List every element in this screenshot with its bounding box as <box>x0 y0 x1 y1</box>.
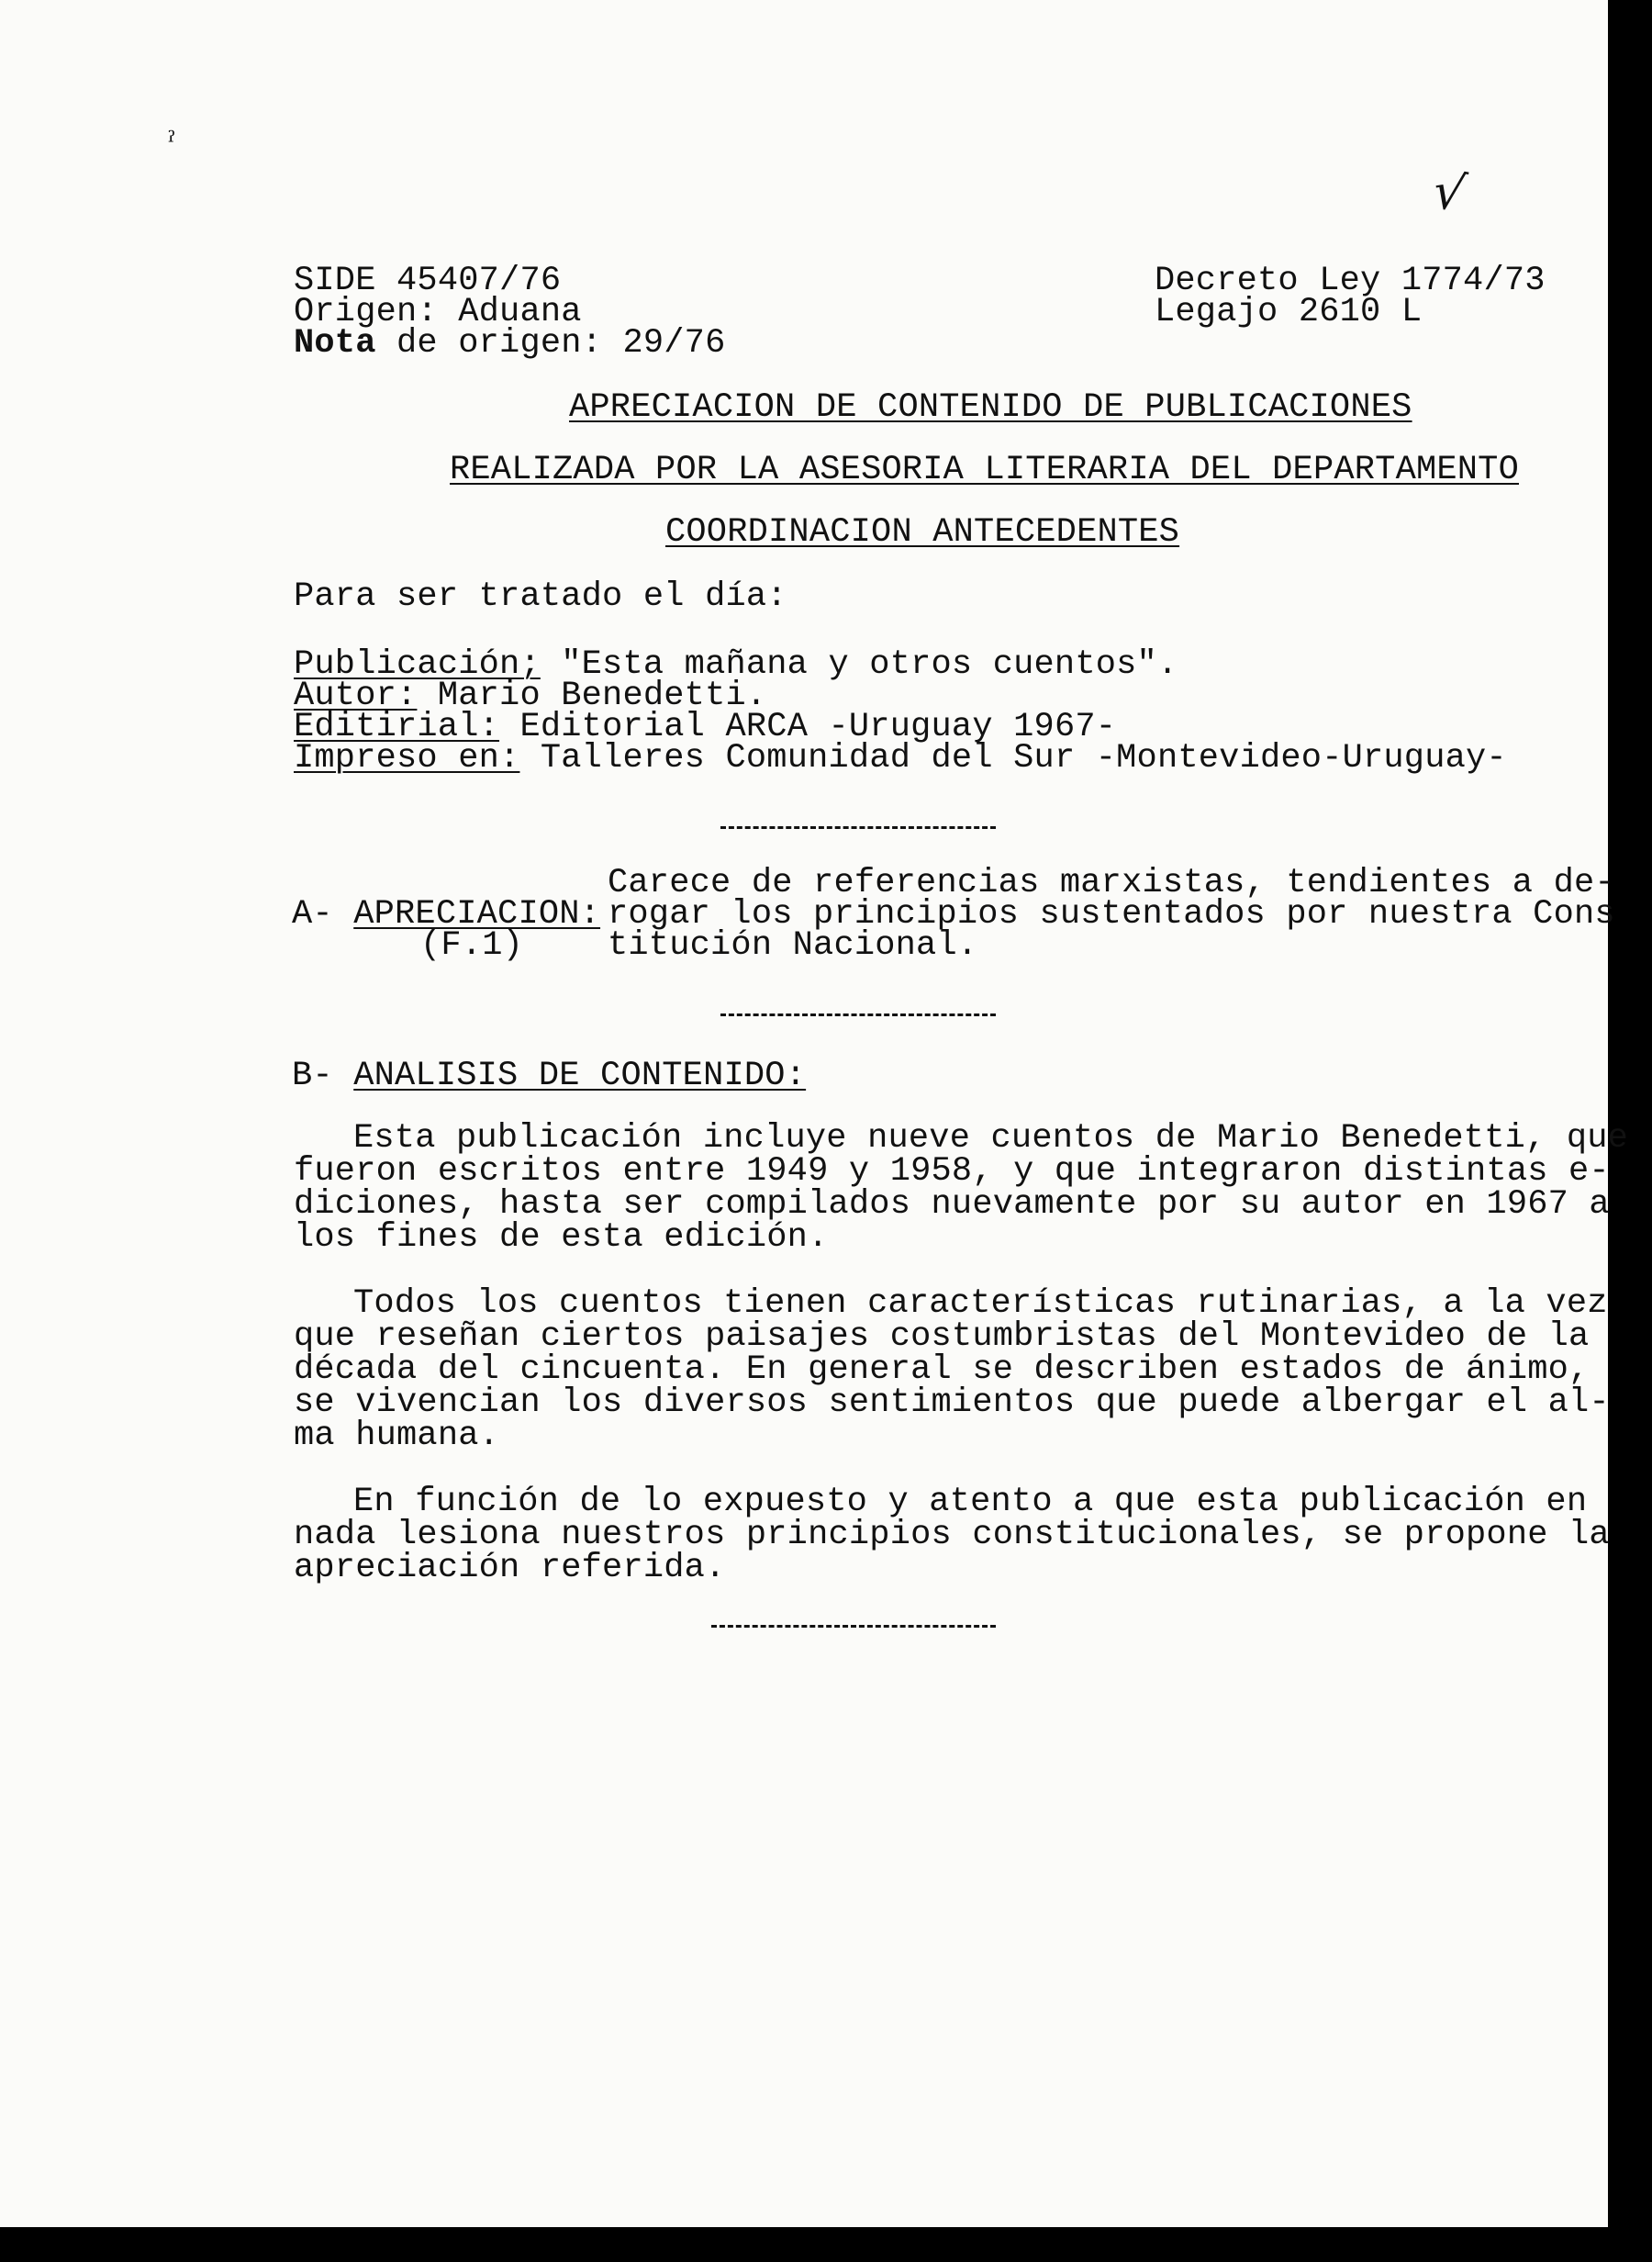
apreciacion-prefix: A- <box>292 895 354 934</box>
editorial-label: Editirial: <box>294 708 500 746</box>
publicacion-label: Publicación; <box>294 645 541 684</box>
p3-line-3: apreciación referida. <box>294 1549 726 1587</box>
analisis-label: ANALISIS DE CONTENIDO: <box>353 1057 807 1095</box>
legajo-line: Legajo 2610 L <box>1155 293 1423 331</box>
origen-line: Origen: Aduana <box>294 293 582 331</box>
title-line-2: REALIZADA POR LA ASESORIA LITERARIA DEL DEPARTAMENTO <box>450 451 1519 489</box>
title-line-3: COORDINACION ANTECEDENTES <box>665 513 1180 552</box>
autor-value: Mario Benedetti. <box>417 677 767 715</box>
p1-line-1: Esta publicación incluye nueve cuentos de Mario Benedetti, que <box>353 1119 1629 1158</box>
p3-line-2: nada lesiona nuestros principios constitucionales, se propone la <box>294 1516 1610 1554</box>
p2-line-3: década del cincuenta. En general se describen estados de ánimo, <box>294 1350 1590 1389</box>
publicacion-value: "Esta mañana y otros cuentos". <box>540 645 1178 684</box>
nota-origen-line <box>294 323 726 364</box>
p2-line-5: ma humana. <box>294 1417 500 1455</box>
p1-line-4: los fines de esta edición. <box>294 1218 829 1257</box>
editorial-value: Editorial ARCA -Uruguay 1967- <box>499 708 1117 746</box>
p2-line-4: se vivencian los diversos sentimientos que puede albergar el al- <box>294 1383 1610 1422</box>
p2-line-2: que reseñan ciertos paisajes costumbristas del Montevideo de la <box>294 1317 1590 1356</box>
impreso-label: Impreso en: <box>294 739 520 778</box>
decreto-line: Decreto Ley 1774/73 <box>1155 262 1546 300</box>
apreciacion-line-3: titución Nacional. <box>608 926 978 965</box>
tratado-line: Para ser tratado el día: <box>294 577 787 616</box>
p2-line-1: Todos los cuentos tienen características rutinarias, a la vez <box>353 1284 1608 1323</box>
tick-mark-icon: ˀ <box>168 127 176 159</box>
p3-line-1: En función de lo expuesto y atento a que esta publicación en <box>353 1483 1588 1521</box>
autor-label: Autor: <box>294 677 418 715</box>
analisis-heading <box>292 1056 806 1096</box>
impreso-line <box>294 738 1507 778</box>
apreciacion-code: (F.1) <box>420 926 524 965</box>
separator-3 <box>711 1625 996 1628</box>
separator-1 <box>720 826 996 829</box>
apreciacion-line-1: Carece de referencias marxistas, tendientes a de- <box>608 864 1615 902</box>
nota-label: Nota <box>294 324 376 363</box>
p1-line-3: diciones, hasta ser compilados nuevamente por su autor en 1967 a <box>294 1185 1610 1224</box>
check-mark-icon: √ <box>1428 161 1470 224</box>
p1-line-2: fueron escritos entre 1949 y 1958, y que integraron distintas e- <box>294 1152 1610 1191</box>
apreciacion-label: APRECIACION: <box>353 895 601 934</box>
impreso-value: Talleres Comunidad del Sur -Montevideo-Uruguay- <box>519 739 1507 778</box>
side-number: SIDE 45407/76 <box>294 262 562 300</box>
nota-value: de origen: 29/76 <box>375 324 726 363</box>
apreciacion-line-2: rogar los principios sustentados por nuestra Cons <box>608 895 1615 934</box>
separator-2 <box>720 1013 996 1016</box>
analisis-prefix: B- <box>292 1057 354 1095</box>
title-line-1: APRECIACION DE CONTENIDO DE PUBLICACIONES <box>569 388 1412 427</box>
